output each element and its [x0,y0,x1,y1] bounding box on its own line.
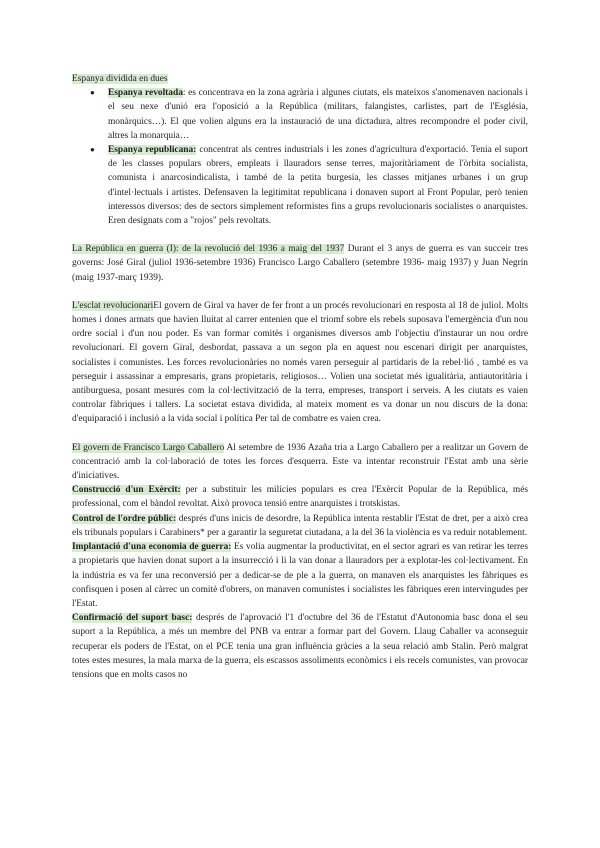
section-republica-en-guerra [72,242,528,285]
item-label: Control de l'ordre públic: [72,513,177,524]
section-title: L'esclat revolucionari [72,300,154,311]
item-text: després de l'aprovació l'1 d'octubre del 36 de l'Estatut d'Autonomia basc dona el seu suport a la República, a més un membre del PNB va entrar a formar part del Govern. Llaug Caballer va aconseguir recuperar els poders de l'Estat, on el PCE tenia una gran influència gràcies a la seua relació amb Stalin. Però malgrat totes estes mesures, la mala marxa de la guerra, els escassos assoliments econòmics i els recels comunistes, van provocar tensions que en molts casos no [72,613,528,680]
item-label: Implantació d'una economia de guerra: [72,542,232,553]
item-control-ordre-public [72,512,528,540]
item-text: per a substituir les milícies populars es crea l'Exèrcit Popular de la República, més professional, com el bàndol revoltat. Això provoca tensió entre anarquistes i trotskistas. [72,485,529,510]
spacer [72,285,528,299]
bullet-dot-icon: ● [90,88,95,98]
document-page [72,72,528,682]
heading-espanya-dividida: Espanya dividida en dues [72,74,168,84]
bullet-text: concentrat als centres industrials i les zones d'agricultura d'exportació. Tenia el suport de les classes populars obrers, empleats i llauradors sense terres, majoritàriament de l'òrbita socialista, comunista i anarcosindicalista, i també de la petita burgesia, les classes mitjanes urbanes i un grup d'intel·lectuals i artistes. Defensaven la legitimitat republicana i donaven suport al Front Popular, però tenien interessos diversos: des de sectors simplement reformistes fins a grups revolucionaris socialistes o anarquistes. Eren designats com a "rojos" pels revoltats. [108,145,528,227]
item-economia-guerra [72,540,528,611]
section-text: El govern de Giral va haver de fer front a un procés revolucionari en resposta al 18 de juliol. Molts homes i dones armats que havien lluitat al carrer entenien que el triomf sobre els rebels suposava l'emergència d'un nou ordre social i d'un nou poder. Es van formar comitès i organismes diversos amb l'objectiu d'instaurar un nou ordre revolucionari. El govern Giral, desbordat, passava a un segon pla en aquest nou escenari dirigit per anarquistes, socialistes i comunistes. Les forces revolucionàries no només varen perseguir al partidaris de la rebel·lió , també es va perseguir i assassinar a empresaris, grans propietaris, religiosos… Volien una societat més igualitària, antiautoritària i antiburguesa, posant mesures com la col·lectivització de la terra, empreses, transport i serveis. A les ciutats es vaien controlar fàbriques i tallers. La societat estava dividida, al mateix moment es va donar un nou discurs de la dona: d'equiparació i inclusió a la vida social i política Per tal de combatre es vaien crea. [72,300,528,425]
item-label: Confirmació del suport basc: [72,613,193,624]
section-text: Durant el 3 anys de guerra es van succeir tres governs: José Giral (juliol 1936-setembre 1936) Francisco Largo Caballero (setembre 1936- maig 1937) y Juan Negrín (maig 1937-març 1939). [72,244,528,283]
heading-line [72,72,528,86]
bullet-label: Espanya revoltada [108,88,183,99]
spacer [72,228,528,242]
item-suport-basc [72,611,528,682]
bullet-text: : es concentrava en la zona agrària i algunes ciutats, els mateixos s'anomenaven nacionals i el seu nexe d'unió era l'oposició a la República (militars, falangistes, carlistes, part de l'Església, monàrquics…). El que volien alguns era la instauració de una dictadura, altres recompondre el poder civil, altres la monarquia… [108,88,528,141]
item-label: Construcció d'un Exèrcit: [72,485,181,496]
spacer [72,427,528,441]
item-construccio-exercit [72,483,528,511]
bullet-label: Espanya republicana: [108,145,197,156]
bullet-dot-icon: ● [90,145,95,155]
section-title: El govern de Francisco Largo Caballero [72,442,225,453]
item-text: després d'uns inicis de desordre, la República intenta restablir l'Estat de dret, per a això crea els tribunals populars i Carabiners* per a garantir la seguretat ciutadana, a la del 36 la violència es va reduir notablement. [72,513,529,538]
bullet-espanya-revoltada [72,86,528,143]
section-text: Al setembre de 1936 Azaña tria a Largo Caballero per a realitzar un Govern de concentració amb la col·laboració de totes les forces d'esquerra. Este va intentar reconstruir l'Estat amb una sèrie d'iniciatives. [72,442,528,482]
section-esclat-revolucionari [72,299,528,427]
section-govern-largo-caballero [72,441,528,484]
bullet-list [72,86,528,228]
section-title: La República en guerra (I): de la revolució del 1936 a maig del 1937 [72,244,345,255]
item-text: Es volia augmentar la productivitat, en el sector agrari es van retirar les terres a propietaris que havien donat suport a la insurrecció i li la van donar a llauradors per a explotar-les col·lectivament. En la indústria es va fer una reconversió per a dedicar-se de ple a la guerra, on manaven els anarquistes les fàbriques es confisquen i posen al càrrec un comitè d'obrers, on manaven comunistes i socialistes les fàbriques eren intervingudes per l'Estat. [72,542,528,609]
bullet-espanya-republicana [72,143,528,228]
